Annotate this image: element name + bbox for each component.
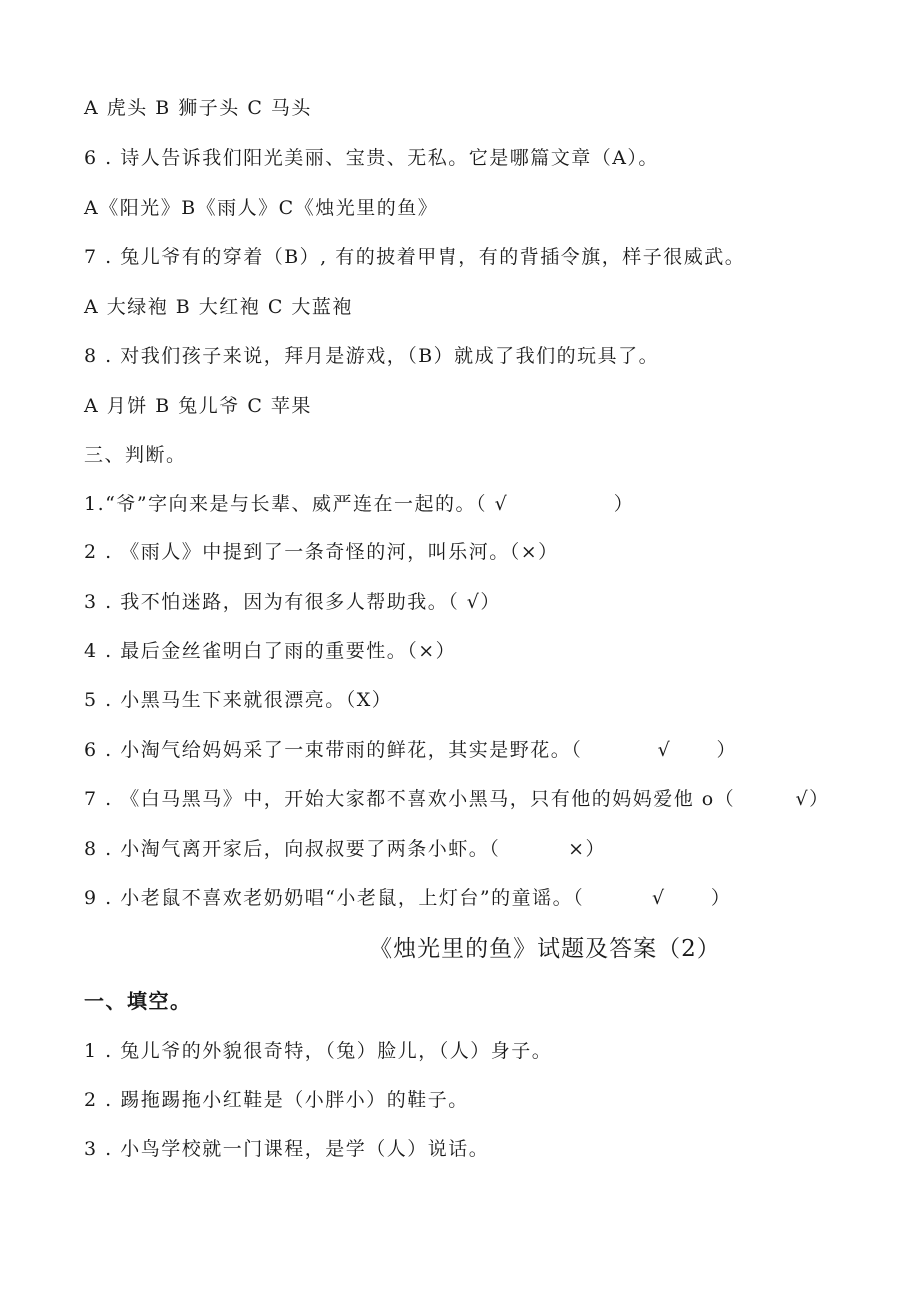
judgment-line: 6 . 小淘气给妈妈采了一束带雨的鲜花，其实是野花。（ √ ） [84,739,737,761]
section-heading: 三、判断。 [84,444,187,466]
question-line: 7 . 兔儿爷有的穿着（B）, 有的披着甲胄，有的背插令旗，样子很威武。 [84,246,746,268]
document-title: 《烛光里的鱼》试题及答案（2） [369,936,721,962]
question-line: 8 . 对我们孩子来说，拜月是游戏，（B）就成了我们的玩具了。 [84,345,660,367]
fill-line: 3 . 小鸟学校就一门课程，是学（人）说话。 [84,1138,490,1160]
judgment-line: 9 . 小老鼠不喜欢老奶奶唱“小老鼠，上灯台”的童谣。（ √ ） [84,887,732,909]
option-line: A 虎头 B 狮子头 C 马头 [84,97,312,119]
judgment-line: 3 . 我不怕迷路，因为有很多人帮助我。（ √） [84,591,501,613]
fill-line: 2 . 踢拖踢拖小红鞋是（小胖小）的鞋子。 [84,1089,469,1111]
option-line: A《阳光》B《雨人》C《烛光里的鱼》 [84,197,439,219]
fill-line: 1 . 兔儿爷的外貌很奇特，（兔）脸儿，（人）身子。 [84,1040,553,1062]
section-heading: 一、填空。 [84,989,192,1013]
judgment-line: 2 . 《雨人》中提到了一条奇怪的河，叫乐河。（×） [84,541,559,563]
option-line: A 月饼 B 兔儿爷 C 苹果 [84,395,312,417]
option-line: A 大绿袍 B 大红袍 C 大蓝袍 [84,296,353,318]
judgment-line: 1.“爷”字向来是与长辈、威严连在一起的。（ √ ） [84,493,635,515]
judgment-line: 5 . 小黑马生下来就很漂亮。（X） [84,689,393,711]
judgment-line: 7 . 《白马黑马》中，开始大家都不喜欢小黑马，只有他的妈妈爱他 o（ √） [84,788,830,810]
judgment-line: 8 . 小淘气离开家后，向叔叔要了两条小虾。（ ×） [84,838,606,860]
question-line: 6 . 诗人告诉我们阳光美丽、宝贵、无私。它是哪篇文章（A）。 [84,147,659,169]
judgment-line: 4 . 最后金丝雀明白了雨的重要性。（×） [84,640,457,662]
